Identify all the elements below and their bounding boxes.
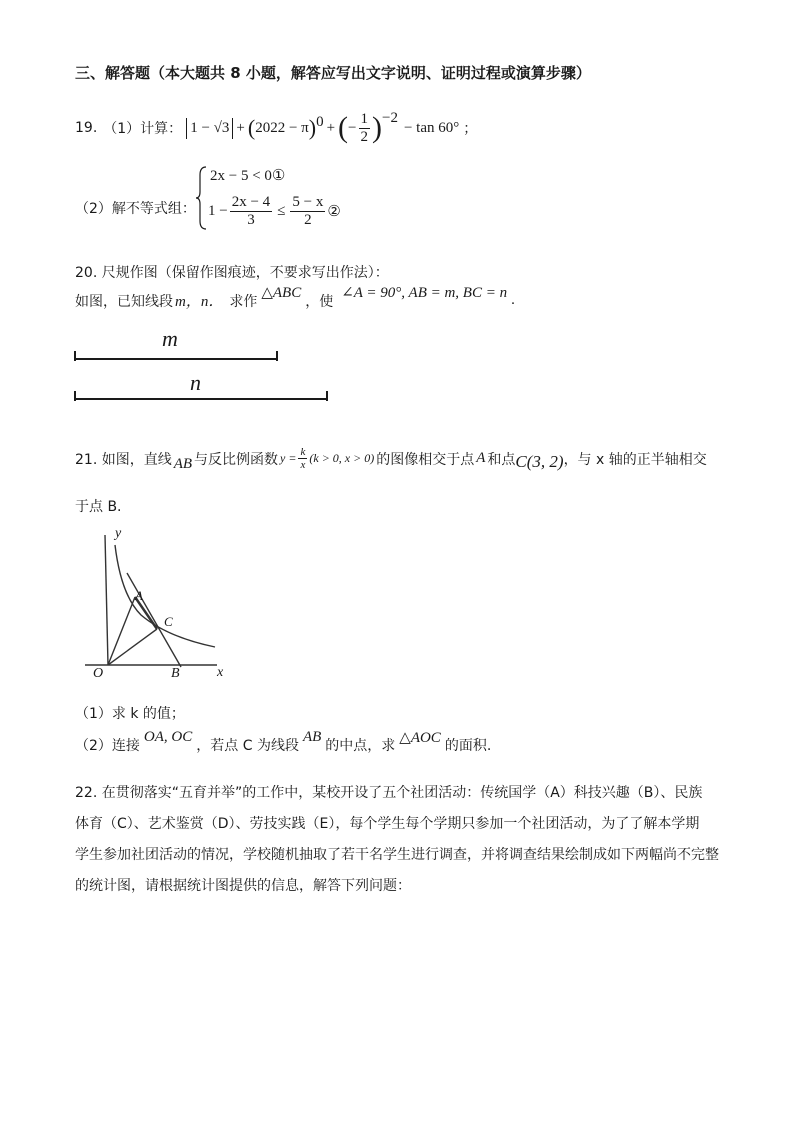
q19-part1-label: （1）计算：	[103, 121, 183, 137]
q22-line-3: 学生参加社团活动的情况，学校随机抽取了若干名学生进行调查，并将调查结果绘制成如下两幅尚不完整	[75, 847, 719, 863]
inequality-2: 1 − $\frac{2x - 4}{3}$ ≤ $\frac{5 - x}{2}$ ②	[208, 194, 341, 228]
q19-part2-label: （2）解不等式组：	[75, 201, 196, 217]
q21-figure	[75, 525, 235, 685]
q21-line2: 于点 B.	[75, 499, 122, 515]
segment-n	[74, 388, 328, 400]
inequality-1: 2x − 5 < 0①	[210, 168, 286, 184]
q19-tan-term: − tan 60°	[403, 119, 460, 136]
fig-b-label: B	[171, 666, 180, 681]
q21-line1: 21. 如图，直线 AB 与反比例函数 y = $\frac{k}{x}$ (k > 0, x > 0) 的图像相交于点 A 和点 C(3, 2) ，与 x 轴的正半轴相交	[75, 446, 707, 473]
q19-abs-term: 1 − √3	[186, 118, 233, 139]
fig-a-label: A	[135, 588, 143, 603]
fig-o-label: O	[93, 666, 104, 681]
q20-triangle: △ABC	[261, 285, 302, 301]
section-title: 三、解答题（本大题共 8 小题，解答应写出文字说明、证明过程或演算步骤）	[75, 64, 591, 82]
q19-exp0: 0	[316, 114, 324, 130]
q22-line-1: 22. 在贯彻落实“五育并举”的工作中，某校开设了五个社团活动：传统国学（A）科技兴趣（B）、民族	[75, 785, 703, 801]
q20-line2: 如图，已知线段 m，n． 求作 △ABC ，使 ∠A = 90°, AB = m, BC = n .	[75, 285, 515, 310]
q19-paren-term: 2022 − π	[255, 119, 309, 136]
q20-line1: 20. 尺规作图（保留作图痕迹，不要求写出作法）：	[75, 265, 389, 281]
system-brace	[196, 165, 208, 231]
segment-m-label: m	[162, 326, 178, 351]
q19-part1: 19. （1）计算： 1 − √3 + ( 2022 − π ) 0 + ( − $\frac{1}{2}$ ) −2 − tan 60° ；	[75, 110, 478, 145]
q19-half-fraction: $\frac{1}{2}$	[360, 111, 368, 145]
fig-y-label: y	[115, 526, 122, 541]
q21-part2: （2）连接 OA, OC ，若点 C 为线段 AB 的中点，求 △AOC 的面积.	[75, 728, 492, 754]
fig-x-label: x	[217, 665, 224, 680]
segment-n-label: n	[190, 370, 201, 395]
q22-line-2: 体育（C）、艺术鉴赏（D）、劳技实践（E），每个学生每个学期只参加一个社团活动，为了了解本学期	[75, 816, 700, 832]
q21-part1: （1）求 k 的值；	[75, 706, 185, 722]
q19-number: 19.	[75, 120, 98, 136]
q22-line-4: 的统计图，请根据统计图提供的信息，解答下列问题：	[75, 878, 411, 894]
q20-conditions: ∠A = 90°, AB = m, BC = n	[341, 285, 508, 301]
segment-m	[74, 348, 278, 360]
q19-exp-neg2: −2	[382, 110, 398, 126]
fig-c-label: C	[164, 614, 173, 629]
y-axis	[105, 535, 108, 665]
hyperbola-curve	[115, 545, 215, 647]
